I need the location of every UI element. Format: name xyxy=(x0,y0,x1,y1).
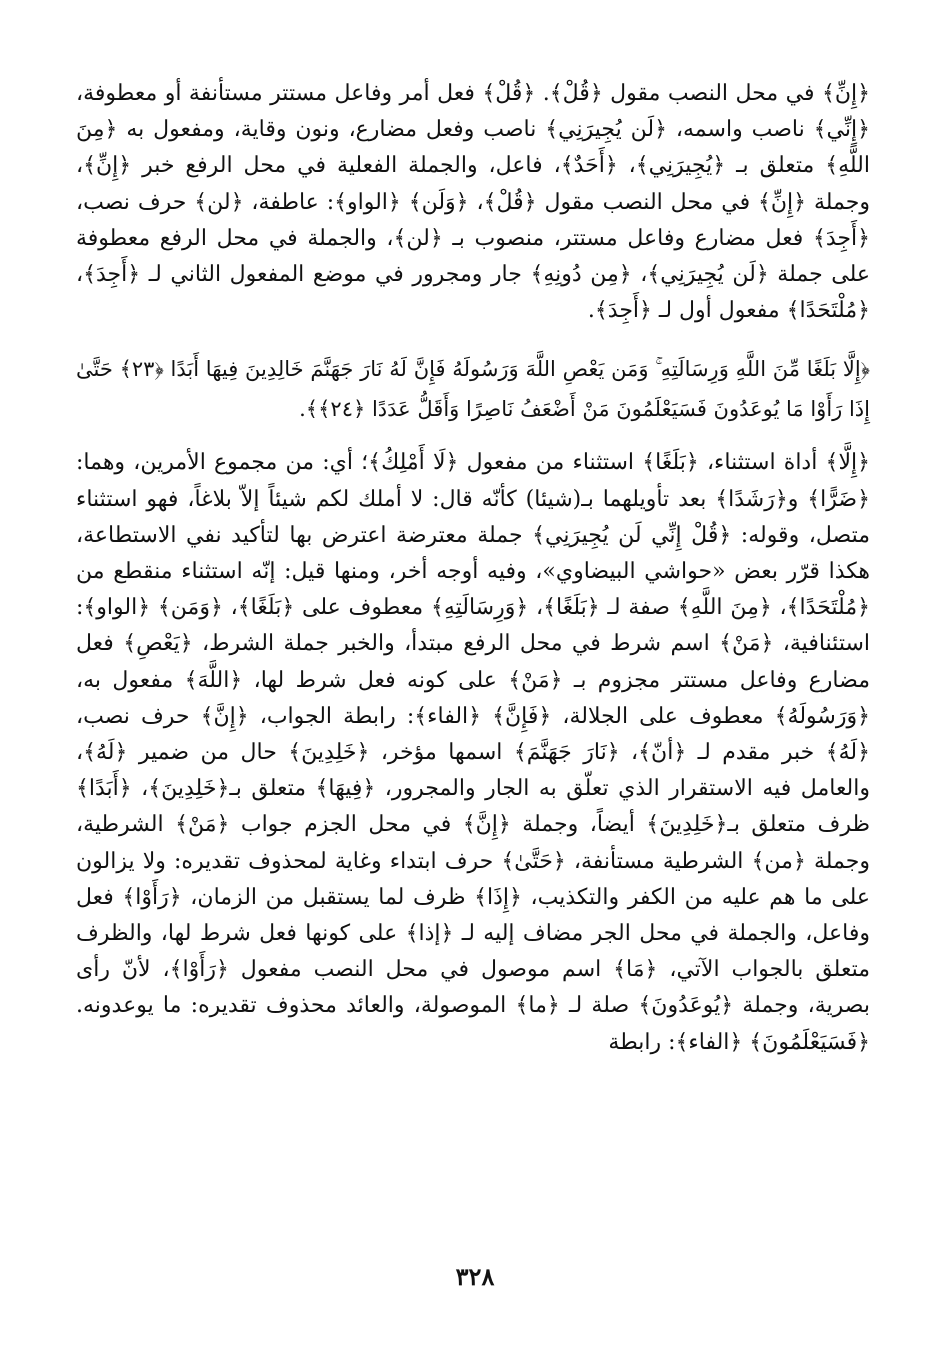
page-number: ٣٢٨ xyxy=(455,1262,495,1291)
commentary-paragraph-2: ﴿إِلَّا﴾ أداة استثناء، ﴿بَلَغًا﴾ استثناء من مفعول ﴿لَا أَمْلِكُ﴾؛ أي: من مجموع الأمرين، وهما: ﴿ضَرًّا﴾ و﴿رَشَدًا﴾ بعد تأويلهما بـ(شيئا) كأنّه قال: لا أملك لكم شيئاً إلاّ بلاغاً، فهو استثناء متصل، وقوله: ﴿قُلْ إِنِّي لَن يُجِيرَنِي﴾ جملة معترضة اعترض بها لتأكيد نفي الاستطاعة، هكذا قرّر بعض «حواشي البيضاوي»، وفيه أوجه أخر، ومنها قيل: إنّه استثناء منقطع من ﴿مُلْتَحَدًا﴾، ﴿مِنَ اللَّهِ﴾ صفة لـ ﴿بَلَغًا﴾، ﴿وَرِسَالَتِهِ﴾ معطوف على ﴿بَلَغًا﴾، ﴿وَمَن﴾ ﴿الواو﴾: استئنافية، ﴿مَنْ﴾ اسم شرط في محل الرفع مبتدأ، والخبر جملة الشرط، ﴿يَعْصِ﴾ فعل مضارع وفاعل مستتر مجزوم بـ ﴿مَنْ﴾ على كونه فعل شرط لها، ﴿اللَّهَ﴾ مفعول به، ﴿وَرَسُولَهُ﴾ معطوف على الجلالة، ﴿فَإِنَّ﴾ ﴿الفاء﴾: رابطة الجواب، ﴿إِنَّ﴾ حرف نصب، ﴿لَهُ﴾ خبر مقدم لـ ﴿أنّ﴾، ﴿نَارَ جَهَنَّمَ﴾ اسمها مؤخر، ﴿خَلِدِينَ﴾ حال من ضمير ﴿لَهُ﴾، والعامل فيه الاستقرار الذي تعلّق به الجار والمجرور، ﴿فِيهَا﴾ متعلق بـ﴿خَلِدِينَ﴾، ﴿أَبَدًا﴾ ظرف متعلق بـ﴿خَلِدِينَ﴾ أيضاً، وجملة ﴿إِنَّ﴾ في محل الجزم جواب ﴿مَنْ﴾ الشرطية، وجملة ﴿من﴾ الشرطية مستأنفة، ﴿حَتَّىٰ﴾ حرف ابتداء وغاية لمحذوف تقديره: ولا يزالون على ما هم عليه من الكفر والتكذيب، ﴿إِذَا﴾ ظرف لما يستقبل من الزمان، ﴿رَأَوْا﴾ فعل وفاعل، والجملة في محل الجر مضاف إليه لـ ﴿إذا﴾ على كونها فعل شرط لها، والظرف متعلق بالجواب الآتي، ﴿مَا﴾ اسم موصول في محل النصب مفعول ﴿رَأَوْا﴾، لأنّ رأى بصرية، وجملة ﴿يُوعَدُونَ﴾ صلة لـ ﴿ما﴾ الموصولة، والعائد محذوف تقديره: ما يوعدونه. ﴿فَسَيَعْلَمُونَ﴾ ﴿الفاء﴾: رابطة xyxy=(76,450,870,1055)
quran-verse: ﴿إِلَّا بَلَغًا مِّنَ اللَّهِ وَرِسَالَتِهِ ۚ وَمَن يَعْصِ اللَّهَ وَرَسُولَهُ فَإِنَّ لَهُ نَارَ جَهَنَّمَ خَالِدِينَ فِيهَا أَبَدًا ﴿٢٣﴾ حَتَّىٰ إِذَا رَأَوْا مَا يُوعَدُونَ فَسَيَعْلَمُونَ مَنْ أَضْعَفُ نَاصِرًا وَأَقَلُّ عَدَدًا ﴿٢٤﴾﴾. xyxy=(76,357,870,422)
commentary-paragraph-1: ﴿إِنِّ﴾ في محل النصب مقول ﴿قُلْ﴾. ﴿قُلْ﴾ فعل أمر وفاعل مستتر مستأنفة أو معطوفة، ﴿إِنِّي﴾ ناصب واسمه، ﴿لَن يُجِيرَنِي﴾ ناصب وفعل مضارع، ونون وقاية، ومفعول به ﴿مِنَ اللَّهِ﴾ متعلق بـ ﴿يُجِيرَنِي﴾، ﴿أَحَدٌ﴾، فاعل، والجملة الفعلية في محل الرفع خبر ﴿إِنِّ﴾، وجملة ﴿إِنِّ﴾ في محل النصب مقول ﴿قُلْ﴾، ﴿وَلَن﴾ ﴿الواو﴾: عاطفة، ﴿لن﴾ حرف نصب، ﴿أَجِدَ﴾ فعل مضارع وفاعل مستتر، منصوب بـ ﴿لن﴾، والجملة في محل الرفع معطوفة على جملة ﴿لَن يُجِيرَنِي﴾، ﴿مِن دُونِهِ﴾ جار ومجرور في موضع المفعول الثاني لـ ﴿أَجِدَ﴾، ﴿مُلْتَحَدًا﴾ مفعول أول لـ ﴿أَجِدَ﴾. xyxy=(76,81,870,324)
